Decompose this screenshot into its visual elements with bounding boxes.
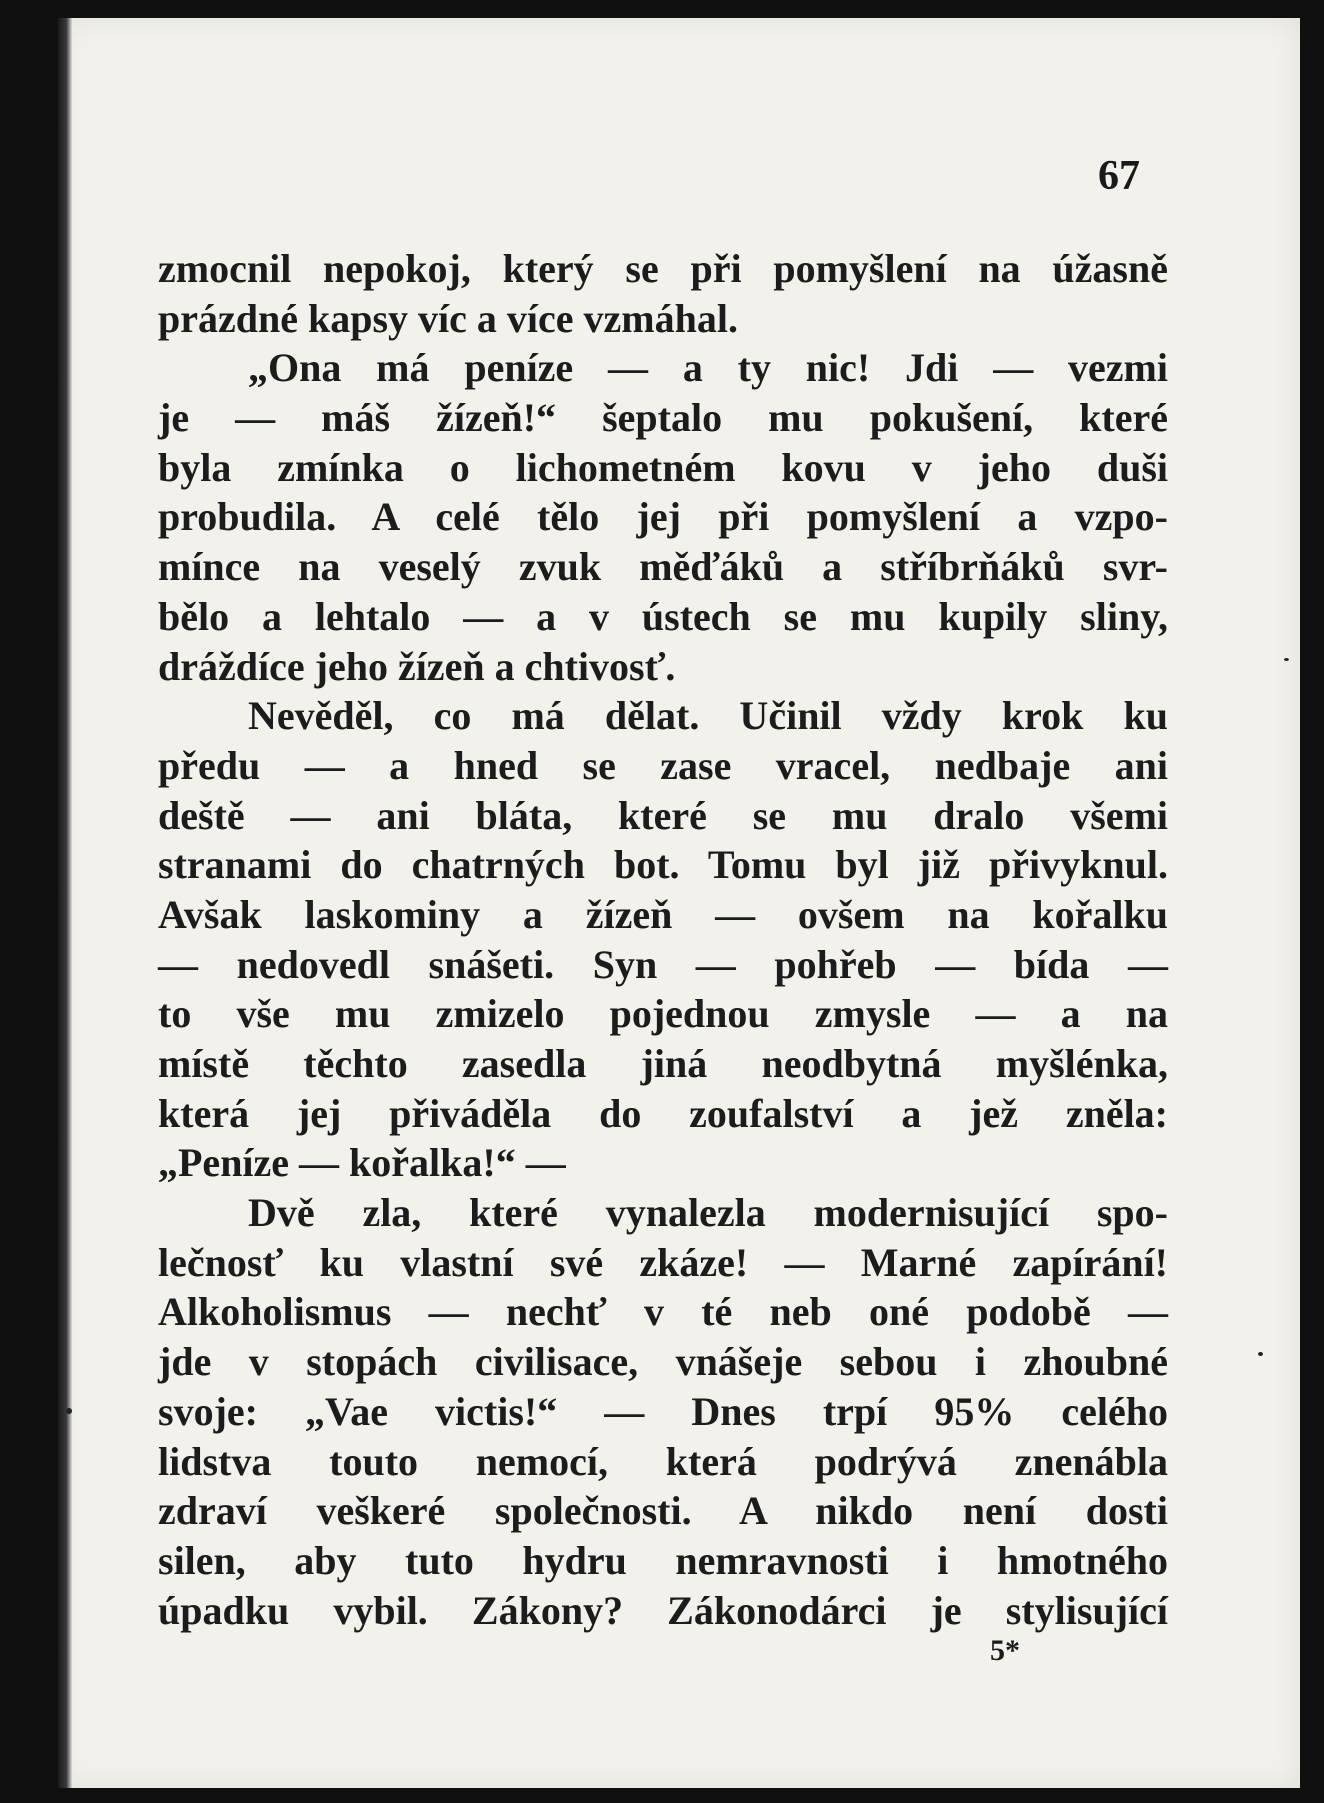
dust-speck [66,1408,72,1414]
signature-mark: 5* [990,1634,1020,1667]
text-line: lidstva touto nemocí, která podrývá znenábla [158,1438,1168,1484]
text-line: předu — a hned se zase vracel, nedbaje ani [158,742,1168,788]
dust-speck [1284,658,1289,661]
text-line: stranami do chatrných bot. Tomu byl již přivyknul. [158,842,1168,888]
dust-speck [1258,1352,1263,1356]
text-line: Avšak laskominy a žízeň — ovšem na kořalku [158,891,1168,937]
text-line: zmocnil nepokoj, který se při pomyšlení na úžasně [158,246,1168,291]
text-line: deště — ani bláta, které se mu dralo všemi [158,792,1168,838]
text-line: mínce na veselý zvuk měďáků a stříbrňáků svr- [158,544,1168,590]
text-line: je — máš žízeň!“ šeptalo mu pokušení, které [158,395,1168,441]
text-line: svoje: „Vae victis!“ — Dnes trpí 95% celého [158,1388,1168,1434]
text-line: prázdné kapsy víc a více vzmáhal. [158,295,738,341]
text-line: to vše mu zmizelo pojednou zmysle — a na [158,991,1168,1037]
text-line: silen, aby tuto hydru nemravnosti i hmotného [158,1537,1168,1583]
text-line: „Ona má peníze — a ty nic! Jdi — vezmi [248,345,1168,391]
text-line: lečnosť ku vlastní své zkáze! — Marné zapírání! [158,1239,1168,1285]
book-spine-shadow [58,18,72,1788]
text-line: Alkoholismus — nechť v té neb oné podobě — [158,1289,1168,1335]
text-line: dráždíce jeho žízeň a chtivosť. [158,643,676,689]
body-text [158,244,1168,1635]
text-line: zdraví veškeré společnosti. A nikdo není dosti [158,1488,1168,1534]
text-line: která jej přiváděla do zoufalství a jež zněla: [158,1090,1168,1136]
text-line: bělo a lehtalo — a v ústech se mu kupily sliny, [158,593,1168,639]
text-line: „Peníze — kořalka!“ — [158,1140,566,1186]
text-line: byla zmínka o lichometném kovu v jeho duši [158,444,1168,490]
text-line: Nevěděl, co má dělat. Učinil vždy krok ku [248,693,1168,739]
text-line: probudila. A celé tělo jej při pomyšlení a vzpo- [158,494,1168,540]
text-line: jde v stopách civilisace, vnášeje sebou i zhoubné [158,1339,1168,1385]
text-line: — nedovedl snášeti. Syn — pohřeb — bída — [158,941,1168,987]
book-page [58,18,1300,1788]
text-line: místě těchto zasedla jiná neodbytná myšlénka, [158,1041,1168,1086]
page-number: 67 [1098,153,1140,199]
text-line: Dvě zla, které vynalezla modernisující spo- [248,1190,1168,1236]
text-line: úpadku vybil. Zákony? Zákonodárci je stylisující [158,1587,1168,1633]
